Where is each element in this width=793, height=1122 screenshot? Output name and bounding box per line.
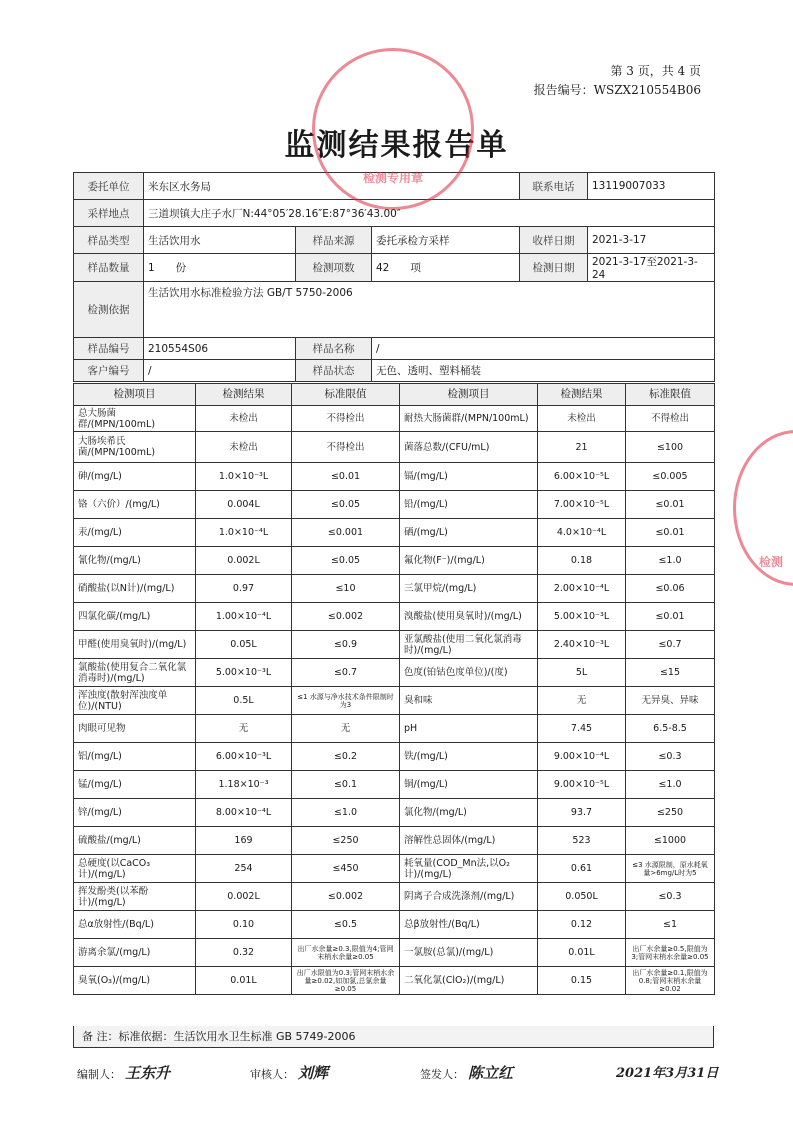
source-value: 委托承检方采样 bbox=[372, 227, 520, 254]
col-header: 检测结果 bbox=[196, 384, 292, 406]
result-limit: ≤0.5 bbox=[292, 911, 400, 939]
col-header: 标准限值 bbox=[626, 384, 715, 406]
result-result: 0.004L bbox=[196, 491, 292, 519]
result-limit: 无异臭、异味 bbox=[626, 687, 715, 715]
result-item: 亚氯酸盐(使用二氧化氯消毒时)/(mg/L) bbox=[400, 631, 538, 659]
col-header: 标准限值 bbox=[292, 384, 400, 406]
sample-no-value: 210554S06 bbox=[144, 338, 296, 360]
qty-value: 1 份 bbox=[144, 254, 296, 282]
result-result: 无 bbox=[196, 715, 292, 743]
signer-label: 签发人： bbox=[420, 1068, 464, 1081]
phone-value: 13119007033 bbox=[588, 173, 715, 200]
result-limit: ≤0.7 bbox=[626, 631, 715, 659]
result-item: 镉/(mg/L) bbox=[400, 463, 538, 491]
result-limit: 不得检出 bbox=[292, 432, 400, 463]
test-date-value: 2021-3-17至2021-3-24 bbox=[588, 254, 715, 282]
result-result: 0.01L bbox=[196, 967, 292, 995]
editor bbox=[77, 1062, 170, 1083]
result-result: 6.00×10⁻³L bbox=[196, 743, 292, 771]
page-title: 监测结果报告单 bbox=[284, 128, 509, 163]
result-limit: 出厂水余量≥0.1,限值为0.8;管网末梢水余量≥0.02 bbox=[626, 967, 715, 995]
result-limit: ≤0.01 bbox=[626, 491, 715, 519]
result-result: 0.01L bbox=[538, 939, 626, 967]
result-item: 耐热大肠菌群/(MPN/100mL) bbox=[400, 406, 538, 432]
result-item: 游离余氯/(mg/L) bbox=[74, 939, 196, 967]
basis-label: 检测依据 bbox=[74, 282, 144, 338]
results-header-row bbox=[74, 384, 715, 406]
result-limit: ≤250 bbox=[626, 799, 715, 827]
result-item: 溶解性总固体/(mg/L) bbox=[400, 827, 538, 855]
site-label: 采样地点 bbox=[74, 200, 144, 227]
result-result: 0.97 bbox=[196, 575, 292, 603]
result-row bbox=[74, 463, 715, 491]
items-label: 检测项数 bbox=[296, 254, 372, 282]
source-label: 样品来源 bbox=[296, 227, 372, 254]
result-limit: 出厂水余量≥0.5,限值为3;管网末梢水余量≥0.05 bbox=[626, 939, 715, 967]
result-item: 臭氧(O₃)/(mg/L) bbox=[74, 967, 196, 995]
sign-date: 2021年3月31日 bbox=[616, 1066, 719, 1081]
result-item: 一氯胺(总氯)/(mg/L) bbox=[400, 939, 538, 967]
result-result: 0.002L bbox=[196, 883, 292, 911]
result-item: 硫酸盐/(mg/L) bbox=[74, 827, 196, 855]
result-item: 总β放射性/(Bq/L) bbox=[400, 911, 538, 939]
phone-label: 联系电话 bbox=[520, 173, 588, 200]
result-result: 5.00×10⁻³L bbox=[538, 603, 626, 631]
result-result: 7.00×10⁻⁵L bbox=[538, 491, 626, 519]
result-result: 未检出 bbox=[196, 406, 292, 432]
col-header: 检测项目 bbox=[400, 384, 538, 406]
result-item: 氰化物/(mg/L) bbox=[74, 547, 196, 575]
result-result: 0.05L bbox=[196, 631, 292, 659]
result-limit: ≤1000 bbox=[626, 827, 715, 855]
result-result: 1.18×10⁻³ bbox=[196, 771, 292, 799]
result-limit: 出厂水限值为0.3;管网末梢水余量≥0.02,如加氯,总氯余量≥0.05 bbox=[292, 967, 400, 995]
result-item: 铅/(mg/L) bbox=[400, 491, 538, 519]
result-item: 耗氧量(COD_Mn法,以O₂计)/(mg/L) bbox=[400, 855, 538, 883]
result-item: 挥发酚类(以苯酚计)/(mg/L) bbox=[74, 883, 196, 911]
result-row bbox=[74, 519, 715, 547]
stamp-edge-label: 检测 bbox=[758, 555, 783, 569]
result-limit: ≤450 bbox=[292, 855, 400, 883]
items-value: 42 项 bbox=[372, 254, 520, 282]
result-result: 1.0×10⁻³L bbox=[196, 463, 292, 491]
result-item: 甲醛(使用臭氧时)/(mg/L) bbox=[74, 631, 196, 659]
reviewer-label: 审核人： bbox=[250, 1068, 294, 1081]
result-item: 色度(铂钴色度单位)/(度) bbox=[400, 659, 538, 687]
result-result: 无 bbox=[538, 687, 626, 715]
client-label: 委托单位 bbox=[74, 173, 144, 200]
result-item: 铜/(mg/L) bbox=[400, 771, 538, 799]
result-limit: ≤0.05 bbox=[292, 491, 400, 519]
result-result: 9.00×10⁻⁴L bbox=[538, 743, 626, 771]
sample-no-label: 样品编号 bbox=[74, 338, 144, 360]
result-result: 2.40×10⁻³L bbox=[538, 631, 626, 659]
page-info bbox=[534, 62, 701, 100]
page-number: 第 3 页，共 4 页 bbox=[610, 64, 701, 78]
result-result: 0.10 bbox=[196, 911, 292, 939]
result-limit: ≤0.01 bbox=[292, 463, 400, 491]
result-result: 169 bbox=[196, 827, 292, 855]
result-result: 0.61 bbox=[538, 855, 626, 883]
result-result: 6.00×10⁻⁵L bbox=[538, 463, 626, 491]
result-limit: ≤1 水源与净水技术条件限制时为3 bbox=[292, 687, 400, 715]
reviewer-signature: 刘辉 bbox=[298, 1064, 329, 1082]
result-row bbox=[74, 771, 715, 799]
site-value: 三道坝镇大庄子水厂N:44°05′28.16″E:87°36′43.00″ bbox=[144, 200, 715, 227]
result-item: 大肠埃希氏菌/(MPN/100mL) bbox=[74, 432, 196, 463]
result-result: 7.45 bbox=[538, 715, 626, 743]
result-row bbox=[74, 575, 715, 603]
result-item: 浑浊度(散射浑浊度单位)/(NTU) bbox=[74, 687, 196, 715]
result-limit: ≤1.0 bbox=[626, 771, 715, 799]
result-result: 0.002L bbox=[196, 547, 292, 575]
result-result: 4.0×10⁻⁴L bbox=[538, 519, 626, 547]
result-result: 9.00×10⁻⁵L bbox=[538, 771, 626, 799]
result-limit: 无 bbox=[292, 715, 400, 743]
result-limit: ≤0.3 bbox=[626, 743, 715, 771]
client-no-value: / bbox=[144, 360, 296, 382]
col-header: 检测项目 bbox=[74, 384, 196, 406]
result-row bbox=[74, 883, 715, 911]
result-result: 8.00×10⁻⁴L bbox=[196, 799, 292, 827]
result-result: 未检出 bbox=[196, 432, 292, 463]
result-row bbox=[74, 855, 715, 883]
date bbox=[612, 1062, 718, 1081]
result-limit: ≤0.7 bbox=[292, 659, 400, 687]
result-row bbox=[74, 659, 715, 687]
result-result: 5L bbox=[538, 659, 626, 687]
report-number: 报告编号：WSZX210554B06 bbox=[533, 83, 701, 97]
result-item: 总大肠菌群/(MPN/100mL) bbox=[74, 406, 196, 432]
result-item: 总α放射性/(Bq/L) bbox=[74, 911, 196, 939]
client-value: 米东区水务局 bbox=[144, 173, 520, 200]
result-item: 砷/(mg/L) bbox=[74, 463, 196, 491]
result-item: 氟化物(F⁻)/(mg/L) bbox=[400, 547, 538, 575]
result-result: 2.00×10⁻⁴L bbox=[538, 575, 626, 603]
result-row bbox=[74, 911, 715, 939]
result-row bbox=[74, 967, 715, 995]
test-date-label: 检测日期 bbox=[520, 254, 588, 282]
signer bbox=[420, 1062, 513, 1083]
result-limit: ≤0.3 bbox=[626, 883, 715, 911]
result-item: 阴离子合成洗涤剂/(mg/L) bbox=[400, 883, 538, 911]
type-label: 样品类型 bbox=[74, 227, 144, 254]
result-item: 菌落总数/(CFU/mL) bbox=[400, 432, 538, 463]
type-value: 生活饮用水 bbox=[144, 227, 296, 254]
result-row bbox=[74, 547, 715, 575]
result-result: 5.00×10⁻³L bbox=[196, 659, 292, 687]
col-header: 检测结果 bbox=[538, 384, 626, 406]
state-label: 样品状态 bbox=[296, 360, 372, 382]
result-result: 254 bbox=[196, 855, 292, 883]
result-limit: ≤3 水源限制，原水耗氧量>6mg/L时为5 bbox=[626, 855, 715, 883]
result-result: 0.12 bbox=[538, 911, 626, 939]
result-limit: 出厂水余量≥0.3,限值为4;管网末梢水余量≥0.05 bbox=[292, 939, 400, 967]
result-item: 汞/(mg/L) bbox=[74, 519, 196, 547]
result-limit: ≤0.05 bbox=[292, 547, 400, 575]
result-result: 93.7 bbox=[538, 799, 626, 827]
result-result: 1.00×10⁻⁴L bbox=[196, 603, 292, 631]
sample-name-value: / bbox=[372, 338, 715, 360]
result-item: 铝/(mg/L) bbox=[74, 743, 196, 771]
result-limit: ≤1.0 bbox=[292, 799, 400, 827]
result-limit: ≤0.005 bbox=[626, 463, 715, 491]
sample-name-label: 样品名称 bbox=[296, 338, 372, 360]
result-item: 铬（六价）/(mg/L) bbox=[74, 491, 196, 519]
note: 备 注：标准依据：生活饮用水卫生标准 GB 5749-2006 bbox=[73, 1026, 714, 1048]
result-row bbox=[74, 687, 715, 715]
result-item: 二氧化氯(ClO₂)/(mg/L) bbox=[400, 967, 538, 995]
result-result: 0.32 bbox=[196, 939, 292, 967]
inspection-stamp-edge bbox=[733, 430, 793, 586]
result-limit: 不得检出 bbox=[626, 406, 715, 432]
results-table bbox=[73, 383, 715, 995]
result-item: 氯化物/(mg/L) bbox=[400, 799, 538, 827]
state-value: 无色、透明、塑料桶装 bbox=[372, 360, 715, 382]
result-limit: ≤0.1 bbox=[292, 771, 400, 799]
result-item: 溴酸盐(使用臭氧时)/(mg/L) bbox=[400, 603, 538, 631]
result-result: 0.5L bbox=[196, 687, 292, 715]
result-item: 硝酸盐(以N计)/(mg/L) bbox=[74, 575, 196, 603]
result-limit: ≤0.06 bbox=[626, 575, 715, 603]
result-result: 523 bbox=[538, 827, 626, 855]
results-body bbox=[74, 406, 715, 995]
result-row bbox=[74, 491, 715, 519]
result-limit: ≤0.001 bbox=[292, 519, 400, 547]
result-result: 21 bbox=[538, 432, 626, 463]
result-item: 四氯化碳/(mg/L) bbox=[74, 603, 196, 631]
result-result: 未检出 bbox=[538, 406, 626, 432]
signer-signature: 陈立红 bbox=[468, 1064, 514, 1082]
result-result: 1.0×10⁻⁴L bbox=[196, 519, 292, 547]
result-limit: ≤0.002 bbox=[292, 883, 400, 911]
client-no-label: 客户编号 bbox=[74, 360, 144, 382]
result-limit: ≤100 bbox=[626, 432, 715, 463]
result-limit: ≤1.0 bbox=[626, 547, 715, 575]
result-limit: 6.5-8.5 bbox=[626, 715, 715, 743]
result-item: 氯酸盐(使用复合二氧化氯消毒时)/(mg/L) bbox=[74, 659, 196, 687]
result-row bbox=[74, 715, 715, 743]
result-row bbox=[74, 743, 715, 771]
result-limit: 不得检出 bbox=[292, 406, 400, 432]
result-limit: ≤0.002 bbox=[292, 603, 400, 631]
result-result: 0.15 bbox=[538, 967, 626, 995]
qty-label: 样品数量 bbox=[74, 254, 144, 282]
reviewer bbox=[250, 1062, 328, 1083]
result-item: 臭和味 bbox=[400, 687, 538, 715]
editor-label: 编制人： bbox=[77, 1068, 121, 1081]
result-row bbox=[74, 827, 715, 855]
recv-value: 2021-3-17 bbox=[588, 227, 715, 254]
result-limit: ≤0.9 bbox=[292, 631, 400, 659]
result-item: 三氯甲烷/(mg/L) bbox=[400, 575, 538, 603]
result-limit: ≤250 bbox=[292, 827, 400, 855]
stamp-label: 检测专用章 bbox=[362, 171, 423, 185]
result-item: 锌/(mg/L) bbox=[74, 799, 196, 827]
result-row bbox=[74, 631, 715, 659]
result-item: 肉眼可见物 bbox=[74, 715, 196, 743]
result-limit: ≤0.2 bbox=[292, 743, 400, 771]
basis-value: 生活饮用水标准检验方法 GB/T 5750-2006 bbox=[144, 282, 715, 338]
result-row bbox=[74, 432, 715, 463]
result-limit: ≤0.01 bbox=[626, 603, 715, 631]
result-item: 锰/(mg/L) bbox=[74, 771, 196, 799]
result-limit: ≤10 bbox=[292, 575, 400, 603]
result-limit: ≤0.01 bbox=[626, 519, 715, 547]
result-row bbox=[74, 406, 715, 432]
result-result: 0.18 bbox=[538, 547, 626, 575]
inspection-stamp bbox=[312, 48, 474, 210]
result-limit: ≤1 bbox=[626, 911, 715, 939]
result-limit: ≤15 bbox=[626, 659, 715, 687]
result-item: 铁/(mg/L) bbox=[400, 743, 538, 771]
editor-signature: 王东升 bbox=[125, 1064, 171, 1082]
result-item: 硒/(mg/L) bbox=[400, 519, 538, 547]
result-row bbox=[74, 799, 715, 827]
result-row bbox=[74, 603, 715, 631]
result-row bbox=[74, 939, 715, 967]
result-item: 总硬度(以CaCO₃计)/(mg/L) bbox=[74, 855, 196, 883]
result-result: 0.050L bbox=[538, 883, 626, 911]
recv-label: 收样日期 bbox=[520, 227, 588, 254]
result-item: pH bbox=[400, 715, 538, 743]
